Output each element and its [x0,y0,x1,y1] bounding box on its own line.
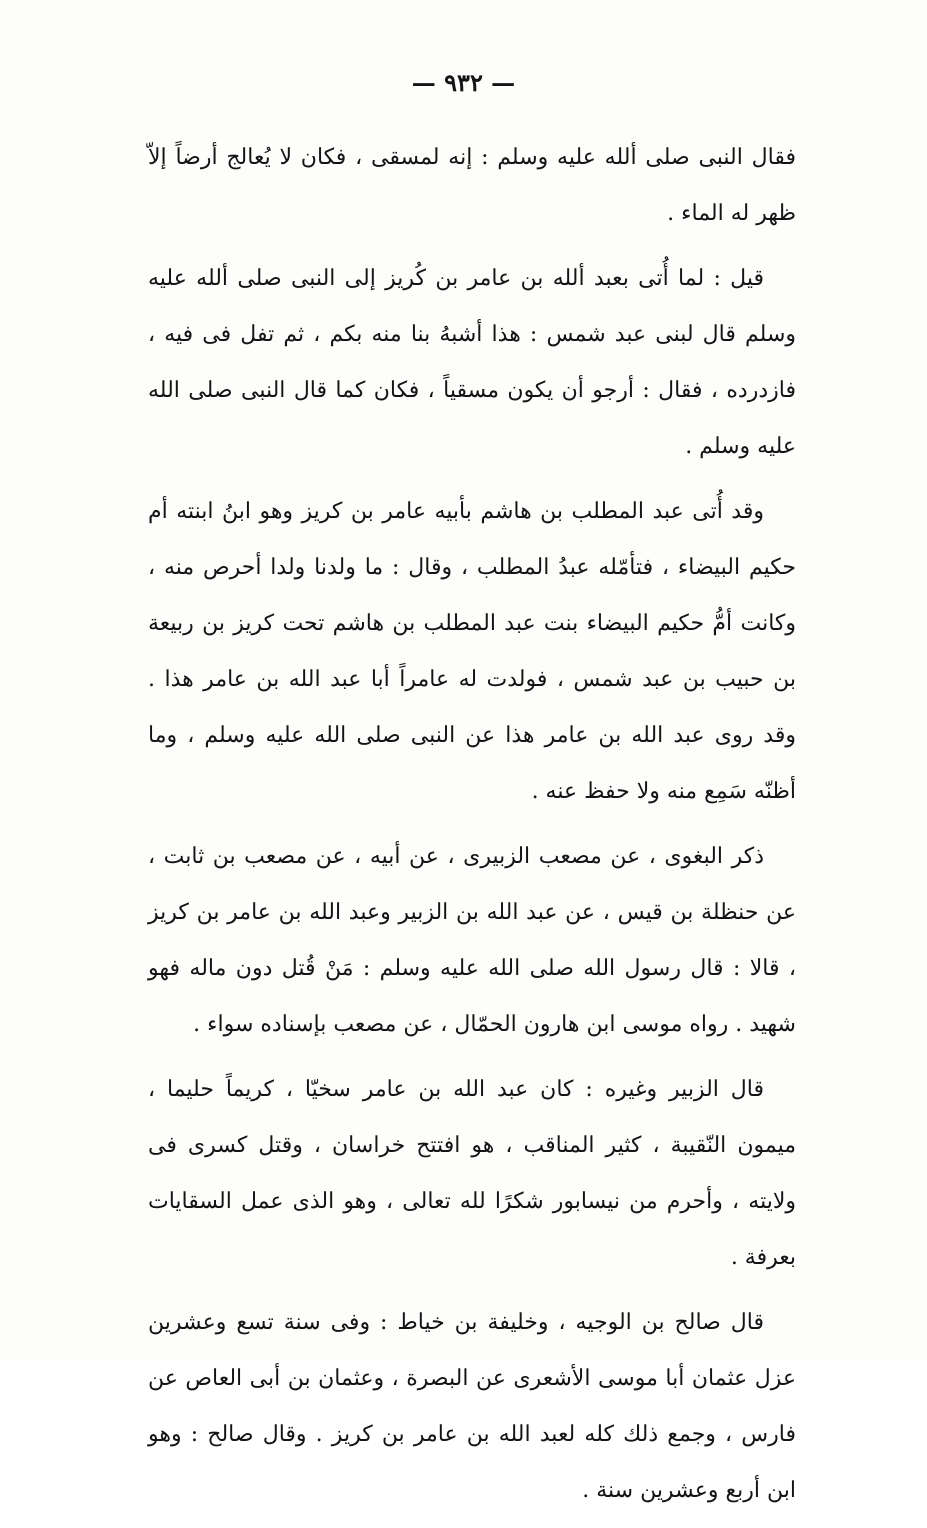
page-body [148,130,796,1528]
paragraph-3: وقد أُتى عبد المطلب بن هاشم بأبيه عامر بن كريز وهو ابنُ ابنته أم حكيم البيضاء ، فتأمّله عبدُ المطلب ، وقال : ما ولدنا ولدا أحرص منه ، وكانت أمُّ حكيم البيضاء بنت عبد المطلب بن هاشم تحت كريز بن ربيعة بن حبيب بن عبد شمس ، فولدت له عامراً أبا عبد الله بن عامر هذا . وقد روى عبد الله بن عامر هذا عن النبى صلى الله عليه وسلم ، وما أظنّه سَمِع منه ولا حفظ عنه . [148,499,796,804]
paragraph-1: فقال النبى صلى ألله عليه وسلم : إنه لمسقى ، فكان لا يُعالج أرضاً إلاّ ظهر له الماء . [148,145,796,226]
paragraph-5: قال الزبير وغيره : كان عبد الله بن عامر سخيّا ، كريماً حليما ، ميمون النّقيبة ، كثير المناقب ، هو افتتح خراسان ، وقتل كسرى فى ولايته ، وأحرم من نيسابور شكرًا لله تعالى ، وهو الذى عمل السقايات بعرفة . [148,1077,796,1270]
page-number: — ٩٣٢ — [411,68,516,97]
paragraph-2: قيل : لما أُتى بعبد ألله بن عامر بن كُريز إلى النبى صلى ألله عليه وسلم قال لبنى عبد شمس : هذا أشبهُ بنا منه بكم ، ثم تفل فى فيه ، فازدرده ، فقال : أرجو أن يكون مسقياً ، فكان كما قال النبى صلى الله عليه وسلم . [148,266,796,459]
paragraph-4: ذكر البغوى ، عن مصعب الزبيرى ، عن أبيه ، عن مصعب بن ثابت ، عن حنظلة بن قيس ، عن عبد الله بن الزبير وعبد الله بن عامر بن كريز ، قالا : قال رسول الله صلى الله عليه وسلم : مَنْ قُتل دون ماله فهو شهيد . رواه موسى ابن هارون الحمّال ، عن مصعب بإسناده سواء . [148,844,797,1037]
paragraph-6: قال صالح بن الوجيه ، وخليفة بن خياط : وفى سنة تسع وعشرين عزل عثمان أبا موسى الأشعرى عن البصرة ، وعثمان بن أبى العاص عن فارس ، وجمع ذلك كله لعبد الله بن عامر بن كريز . وقال صالح : وهو ابن أربع وعشرين سنة . [148,1310,796,1503]
